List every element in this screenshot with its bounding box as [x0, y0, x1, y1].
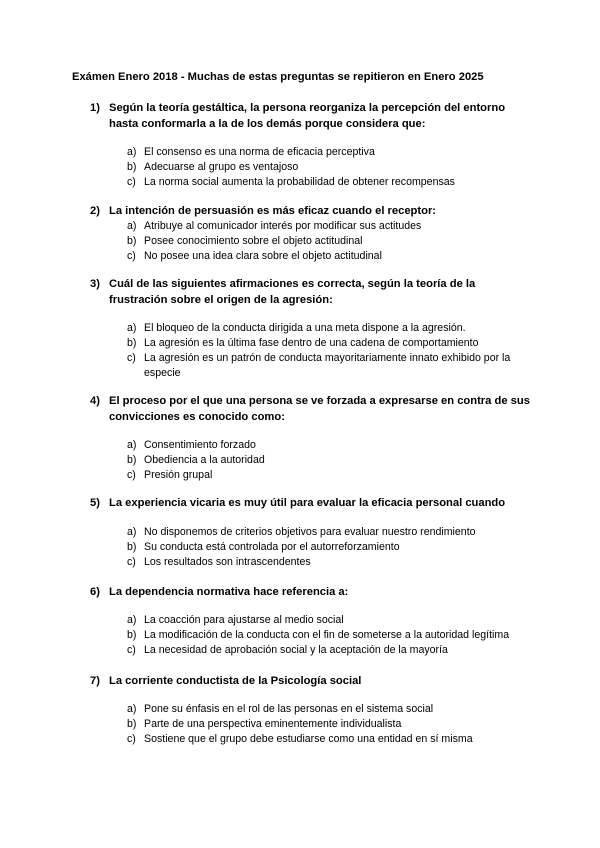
- option-letter: c): [127, 469, 136, 481]
- option-text: El consenso es una norma de eficacia perceptiva: [144, 146, 375, 158]
- question-text: La experiencia vicaria es muy útil para evaluar la eficacia personal cuando: [109, 497, 506, 509]
- option-letter: c): [127, 352, 136, 364]
- question-number: 5): [90, 497, 100, 509]
- option-a: [90, 613, 535, 628]
- option-a: [90, 702, 535, 717]
- option-list: [90, 321, 535, 381]
- option-text: El bloqueo de la conducta dirigida a una meta dispone a la agresión.: [144, 322, 466, 334]
- question-5: [90, 495, 535, 570]
- option-b: [90, 453, 535, 468]
- question-6: [90, 584, 535, 658]
- document-title: Exámen Enero 2018 - Muchas de estas preguntas se repitieron en Enero 2025: [72, 71, 484, 83]
- option-b: [90, 628, 535, 643]
- option-letter: a): [127, 614, 137, 626]
- option-letter: a): [127, 322, 137, 334]
- option-text: Adecuarse al grupo es ventajoso: [144, 161, 299, 173]
- option-c: [90, 249, 535, 264]
- option-c: [90, 555, 535, 570]
- option-b: [90, 234, 535, 249]
- option-text: Pone su énfasis en el rol de las personas en el sistema social: [144, 703, 434, 715]
- question-text: La intención de persuasión es más eficaz cuando el receptor:: [109, 205, 437, 217]
- question-text: Según la teoría gestáltica, la persona reorganiza la percepción del entorno hasta conformarla a la de los demás porque considera que:: [109, 102, 506, 130]
- option-letter: c): [127, 556, 136, 568]
- option-letter: b): [127, 718, 137, 730]
- option-letter: b): [127, 161, 137, 173]
- option-text: Consentimiento forzado: [144, 439, 256, 451]
- question-number: 6): [90, 586, 100, 598]
- option-letter: c): [127, 644, 136, 656]
- option-text: No posee una idea clara sobre el objeto actitudinal: [144, 250, 382, 262]
- question-4: [90, 393, 535, 483]
- question-text: La corriente conductista de la Psicología social: [109, 675, 362, 687]
- option-text: Los resultados son intrascendentes: [144, 556, 311, 568]
- option-list: [90, 219, 535, 264]
- question-number: 7): [90, 675, 100, 687]
- question-text: El proceso por el que una persona se ve forzada a expresarse en contra de sus convicciones es conocido como:: [109, 395, 530, 423]
- option-c: [90, 351, 535, 381]
- option-b: [90, 160, 535, 175]
- option-a: [90, 438, 535, 453]
- option-c: [90, 468, 535, 483]
- option-text: Obediencia a la autoridad: [144, 454, 265, 466]
- question-heading: [90, 673, 535, 689]
- option-b: [90, 717, 535, 732]
- option-letter: c): [127, 733, 136, 745]
- question-heading: [90, 393, 535, 425]
- question-heading: [90, 276, 535, 308]
- option-letter: b): [127, 454, 137, 466]
- question-3: [90, 276, 535, 381]
- question-2: [90, 203, 535, 264]
- option-b: [90, 336, 535, 351]
- option-letter: a): [127, 220, 137, 232]
- question-heading: [90, 100, 535, 132]
- option-text: Atribuye al comunicador interés por modificar sus actitudes: [144, 220, 422, 232]
- option-letter: b): [127, 235, 137, 247]
- option-letter: c): [127, 250, 136, 262]
- option-a: [90, 525, 535, 540]
- option-list: [90, 438, 535, 483]
- question-number: 3): [90, 278, 100, 290]
- option-letter: a): [127, 146, 137, 158]
- option-b: [90, 540, 535, 555]
- question-number: 2): [90, 205, 100, 217]
- question-7: [90, 673, 535, 747]
- option-text: La agresión es un patrón de conducta mayoritariamente innato exhibido por la especie: [144, 352, 511, 379]
- option-list: [90, 525, 535, 570]
- question-heading: [90, 584, 535, 600]
- option-c: [90, 732, 535, 747]
- option-text: La necesidad de aprobación social y la aceptación de la mayoría: [144, 644, 448, 656]
- option-text: Posee conocimiento sobre el objeto actitudinal: [144, 235, 363, 247]
- question-heading: [90, 203, 535, 219]
- option-letter: b): [127, 541, 137, 553]
- option-letter: a): [127, 526, 137, 538]
- option-letter: a): [127, 703, 137, 715]
- option-text: La coacción para ajustarse al medio social: [144, 614, 344, 626]
- option-c: [90, 643, 535, 658]
- option-letter: a): [127, 439, 137, 451]
- option-text: Sostiene que el grupo debe estudiarse como una entidad en sí misma: [144, 733, 473, 745]
- option-text: Presión grupal: [144, 469, 213, 481]
- question-heading: [90, 495, 535, 511]
- option-list: [90, 613, 535, 658]
- option-list: [90, 145, 535, 190]
- option-text: La agresión es la última fase dentro de una cadena de comportamiento: [144, 337, 479, 349]
- option-text: La norma social aumenta la probabilidad de obtener recompensas: [144, 176, 455, 188]
- option-text: Su conducta está controlada por el autorreforzamiento: [144, 541, 400, 553]
- option-a: [90, 145, 535, 160]
- option-list: [90, 702, 535, 747]
- option-a: [90, 219, 535, 234]
- option-letter: b): [127, 337, 137, 349]
- question-text: La dependencia normativa hace referencia a:: [109, 586, 349, 598]
- option-text: Parte de una perspectiva eminentemente individualista: [144, 718, 402, 730]
- question-1: [90, 100, 535, 190]
- option-c: [90, 175, 535, 190]
- option-text: No disponemos de criterios objetivos para evaluar nuestro rendimiento: [144, 526, 476, 538]
- option-a: [90, 321, 535, 336]
- question-number: 4): [90, 395, 100, 407]
- question-text: Cuál de las siguientes afirmaciones es correcta, según la teoría de la frustración sobre el origen de la agresión:: [109, 278, 476, 306]
- option-text: La modificación de la conducta con el fin de someterse a la autoridad legítima: [144, 629, 510, 641]
- option-letter: c): [127, 176, 136, 188]
- option-letter: b): [127, 629, 137, 641]
- question-number: 1): [90, 102, 100, 114]
